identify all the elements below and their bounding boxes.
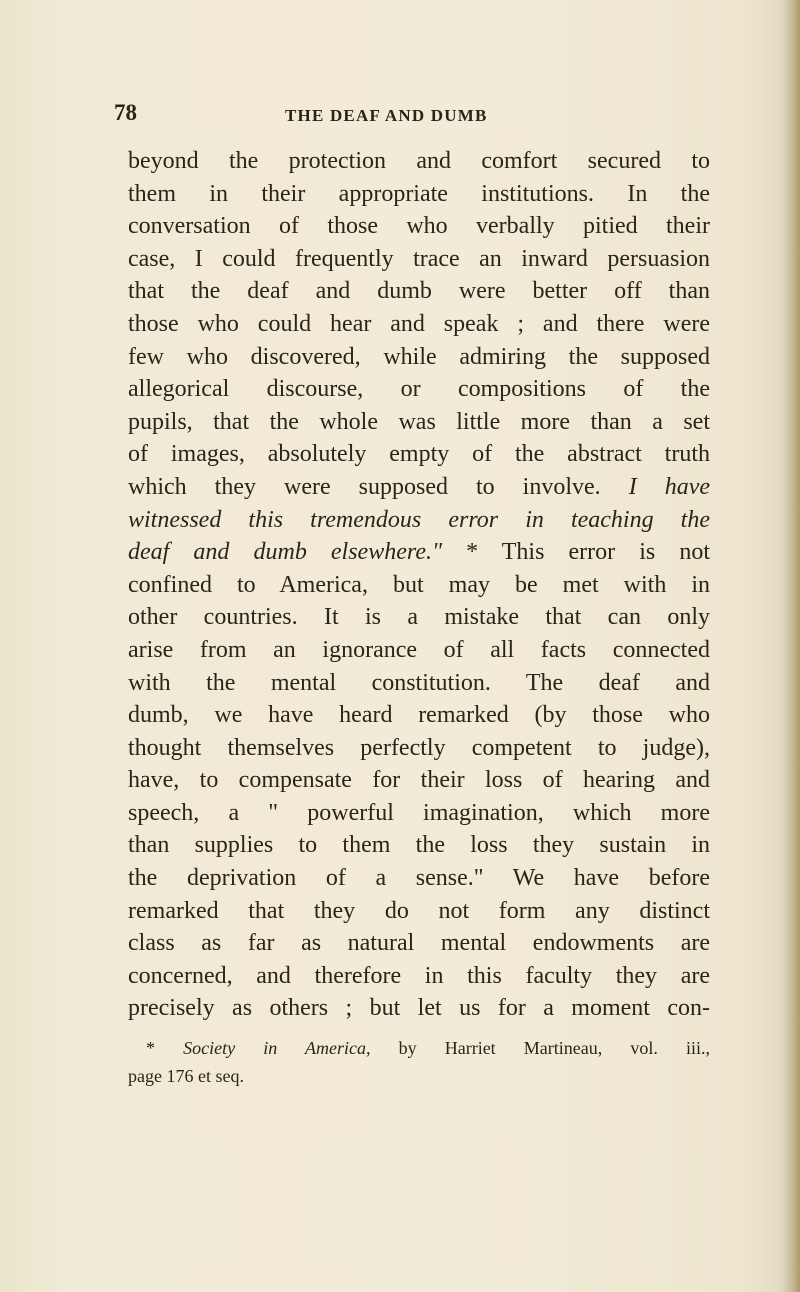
- text-line: them in their appropriate institutions. In the: [128, 180, 710, 207]
- text-line: arise from an ignorance of all facts connected: [128, 636, 710, 663]
- text-line: concerned, and therefore in this faculty they are: [128, 962, 710, 989]
- text-line: that the deaf and dumb were better off than: [128, 278, 710, 305]
- body-text: [128, 145, 710, 1025]
- text-italic: deaf and dumb elsewhere.": [128, 539, 443, 566]
- footnote-line: [128, 1034, 710, 1062]
- text-line: confined to America, but may be met with in: [128, 571, 710, 598]
- text-line: those who could hear and speak ; and there were: [128, 310, 710, 337]
- text-italic: witnessed this tremendous error in teaching the: [128, 506, 710, 533]
- text-line: dumb, we have heard remarked (by those who: [128, 702, 710, 729]
- text-line: pupils, that the whole was little more than a set: [128, 408, 710, 435]
- text-line: with the mental constitution. The deaf and: [128, 669, 710, 696]
- text-line: beyond the protection and comfort secured to: [128, 148, 710, 174]
- text-line: speech, a " powerful imagination, which more: [128, 799, 710, 826]
- footnote: [128, 1034, 710, 1090]
- text-roman: which they were supposed to involve.: [128, 473, 629, 500]
- page-edge-shadow: [782, 0, 800, 1292]
- footnote-citation: by Harriet Martineau, vol. iii.,: [370, 1038, 711, 1058]
- text-line: case, I could frequently trace an inward persuasion: [128, 245, 710, 272]
- footnote-marker: *: [146, 1038, 184, 1058]
- text-line: allegorical discourse, or compositions of the: [128, 376, 710, 403]
- text-line-italic: [128, 504, 710, 537]
- footnote-title: Society in America,: [183, 1038, 371, 1058]
- text-line: few who discovered, while admiring the supposed: [128, 343, 710, 370]
- text-line: of images, absolutely empty of the abstract truth: [128, 441, 710, 468]
- text-line: have, to compensate for their loss of hearing and: [128, 767, 710, 794]
- page-header: [0, 100, 800, 140]
- text-roman: * This error is not: [442, 539, 710, 566]
- text-line: precisely as others ; but let us for a moment con-: [128, 995, 710, 1022]
- text-line: conversation of those who verbally pitied their: [128, 213, 710, 240]
- text-line: other countries. It is a mistake that can only: [128, 604, 710, 631]
- text-line-mixed: [128, 536, 710, 569]
- page-number: 78: [114, 100, 137, 125]
- text-line: remarked that they do not form any distinct: [128, 897, 710, 924]
- text-line-mixed: [128, 471, 710, 504]
- text-italic: I have: [628, 473, 710, 500]
- running-head: THE DEAF AND DUMB: [285, 106, 488, 125]
- text-line: than supplies to them the loss they sustain in: [128, 832, 710, 859]
- text-line: the deprivation of a sense." We have before: [128, 865, 710, 892]
- text-line: class as far as natural mental endowments are: [128, 930, 710, 957]
- footnote-line: page 176 et seq.: [128, 1066, 244, 1086]
- text-line: thought themselves perfectly competent to judge),: [128, 734, 710, 761]
